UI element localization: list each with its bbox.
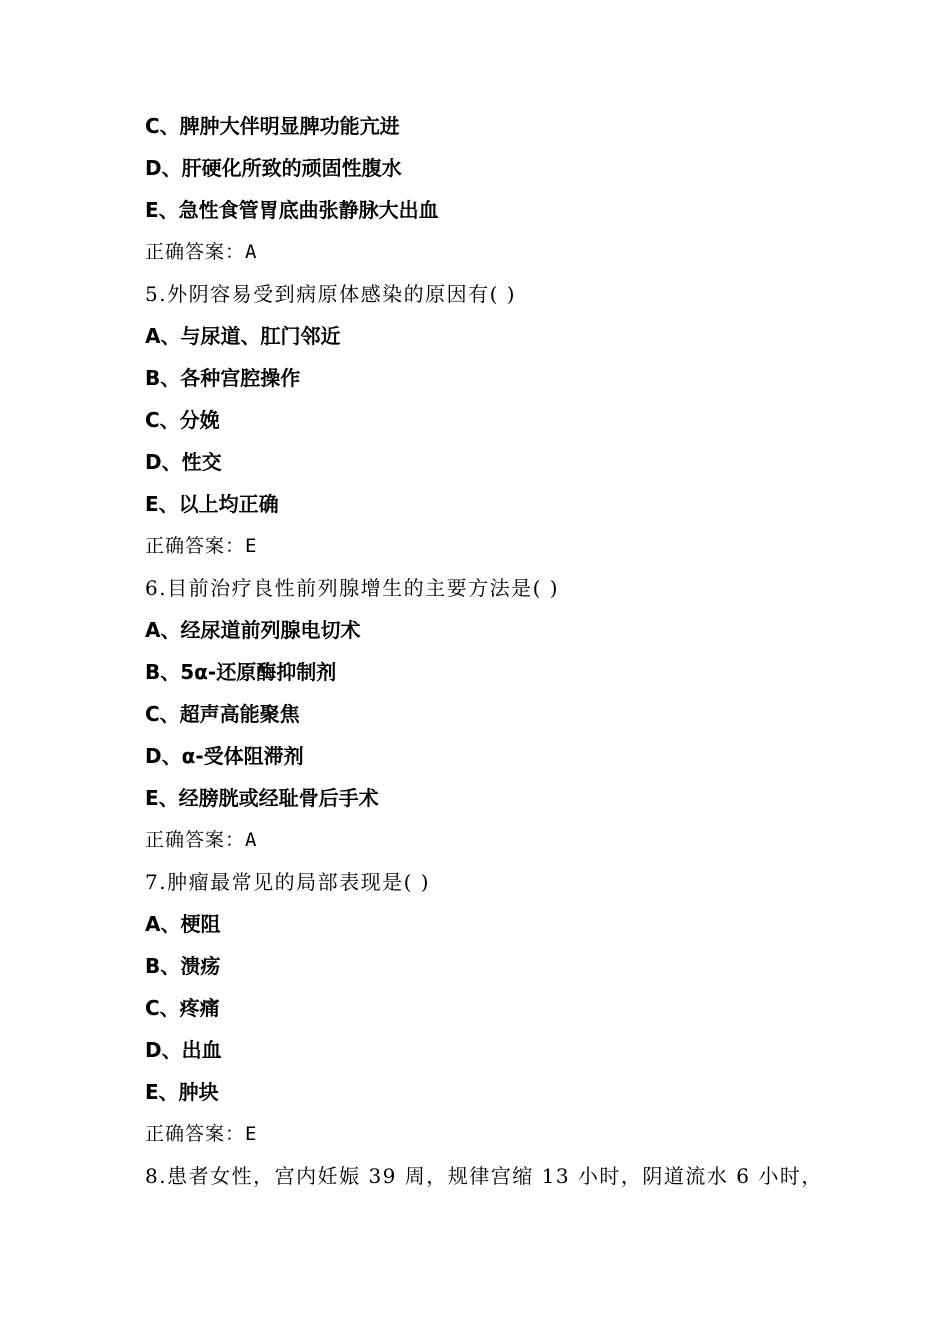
q8-question: 8.患者女性，宫内妊娠 39 周，规律宫缩 13 小时，阴道流水 6 小时， bbox=[145, 1164, 823, 1188]
q7-option-d: D、出血 bbox=[145, 1038, 222, 1062]
q6-option-d: D、α-受体阻滞剂 bbox=[145, 744, 304, 768]
q5-option-c: C、分娩 bbox=[145, 408, 220, 432]
q7-answer: 正确答案：E bbox=[145, 1123, 258, 1145]
q5-option-d: D、性交 bbox=[145, 450, 222, 474]
q5-answer: 正确答案：E bbox=[145, 535, 258, 557]
q5-option-a: A、与尿道、肛门邻近 bbox=[145, 324, 341, 348]
q5-option-e: E、以上均正确 bbox=[145, 492, 279, 516]
q7-question: 7.肿瘤最常见的局部表现是( ) bbox=[145, 870, 431, 894]
q7-option-b: B、溃疡 bbox=[145, 954, 221, 978]
q4-option-e: E、急性食管胃底曲张静脉大出血 bbox=[145, 198, 439, 222]
q6-option-c: C、超声高能聚焦 bbox=[145, 702, 300, 726]
q5-option-b: B、各种宫腔操作 bbox=[145, 366, 301, 390]
q6-option-e: E、经膀胱或经耻骨后手术 bbox=[145, 786, 379, 810]
q4-answer: 正确答案：A bbox=[145, 241, 258, 263]
q4-option-d: D、肝硬化所致的顽固性腹水 bbox=[145, 156, 402, 180]
q6-option-a: A、经尿道前列腺电切术 bbox=[145, 618, 361, 642]
q6-answer: 正确答案：A bbox=[145, 829, 258, 851]
q5-question: 5.外阴容易受到病原体感染的原因有( ) bbox=[145, 282, 517, 306]
q6-option-b: B、5α-还原酶抑制剂 bbox=[145, 660, 337, 684]
q4-option-c: C、脾肿大伴明显脾功能亢进 bbox=[145, 114, 400, 138]
q7-option-a: A、梗阻 bbox=[145, 912, 221, 936]
q7-option-c: C、疼痛 bbox=[145, 996, 220, 1020]
q6-question: 6.目前治疗良性前列腺增生的主要方法是( ) bbox=[145, 576, 560, 600]
q7-option-e: E、肿块 bbox=[145, 1080, 219, 1104]
